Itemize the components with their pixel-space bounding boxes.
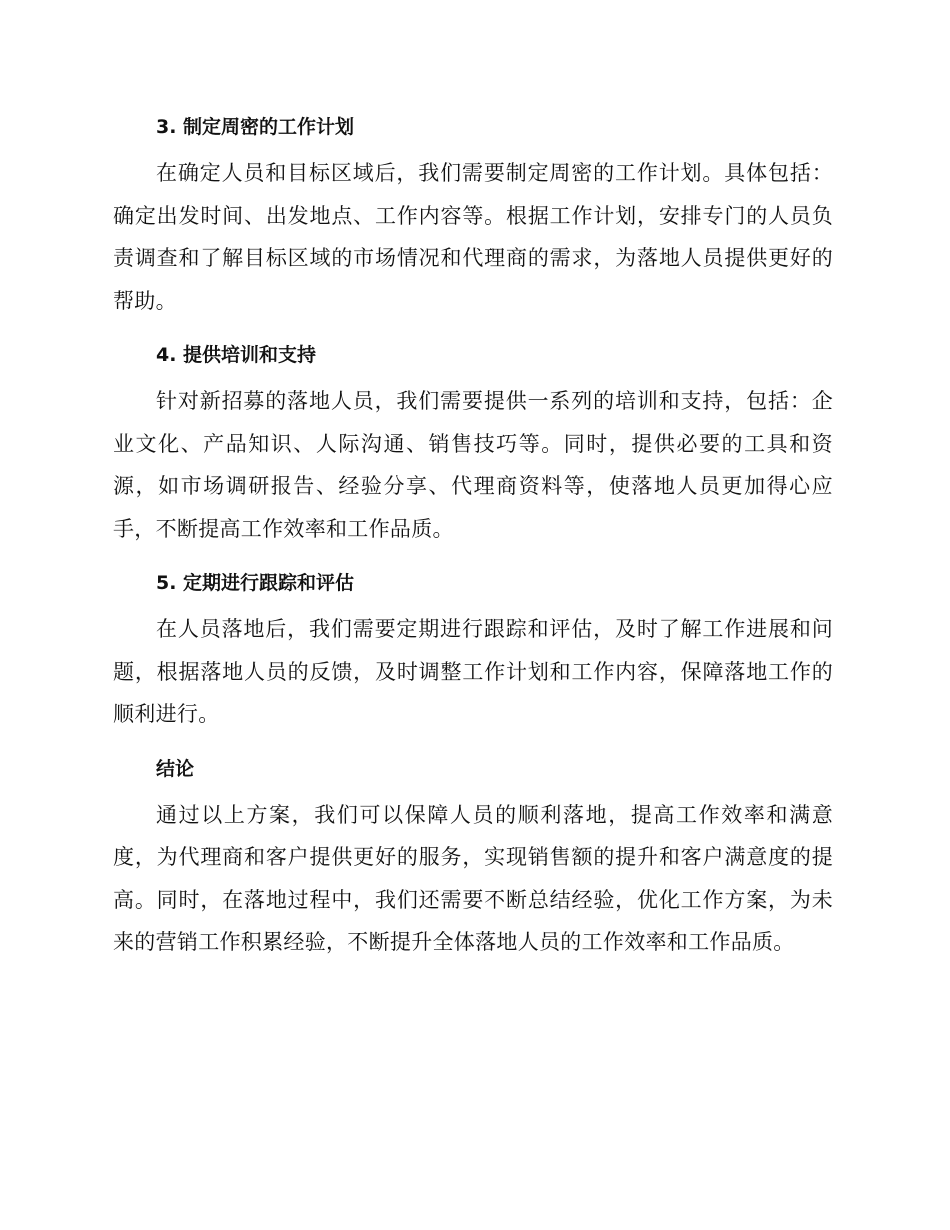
section-paragraph: 在人员落地后，我们需要定期进行跟踪和评估，及时了解工作进展和问题，根据落地人员的反馈，及时调整工作计划和工作内容，保障落地工作的顺利进行。 (113, 617, 833, 726)
section-paragraph: 在确定人员和目标区域后，我们需要制定周密的工作计划。具体包括：确定出发时间、出发地点、工作内容等。根据工作计划，安排专门的人员负责调查和了解目标区域的市场情况和代理商的需求，为落地人员提供更好的帮助。 (113, 161, 833, 313)
section-heading: 3. 制定周密的工作计划 (156, 116, 355, 138)
section-training-support (113, 334, 833, 550)
section-paragraph: 针对新招募的落地人员，我们需要提供一系列的培训和支持，包括：企业文化、产品知识、人际沟通、销售技巧等。同时，提供必要的工具和资源，如市场调研报告、经验分享、代理商资料等，使落地人员更加得心应手，不断提高工作效率和工作品质。 (113, 389, 833, 541)
section-heading: 5. 定期进行跟踪和评估 (156, 572, 355, 594)
document-page (113, 106, 833, 964)
section-conclusion (113, 748, 833, 964)
section-heading: 4. 提供培训和支持 (156, 344, 317, 366)
section-work-plan (113, 106, 833, 322)
section-heading: 结论 (156, 757, 195, 780)
section-tracking-evaluation (113, 562, 833, 736)
section-paragraph: 通过以上方案，我们可以保障人员的顺利落地，提高工作效率和满意度，为代理商和客户提供更好的服务，实现销售额的提升和客户满意度的提高。同时，在落地过程中，我们还需要不断总结经验，优化工作方案，为未来的营销工作积累经验，不断提升全体落地人员的工作效率和工作品质。 (113, 802, 833, 954)
